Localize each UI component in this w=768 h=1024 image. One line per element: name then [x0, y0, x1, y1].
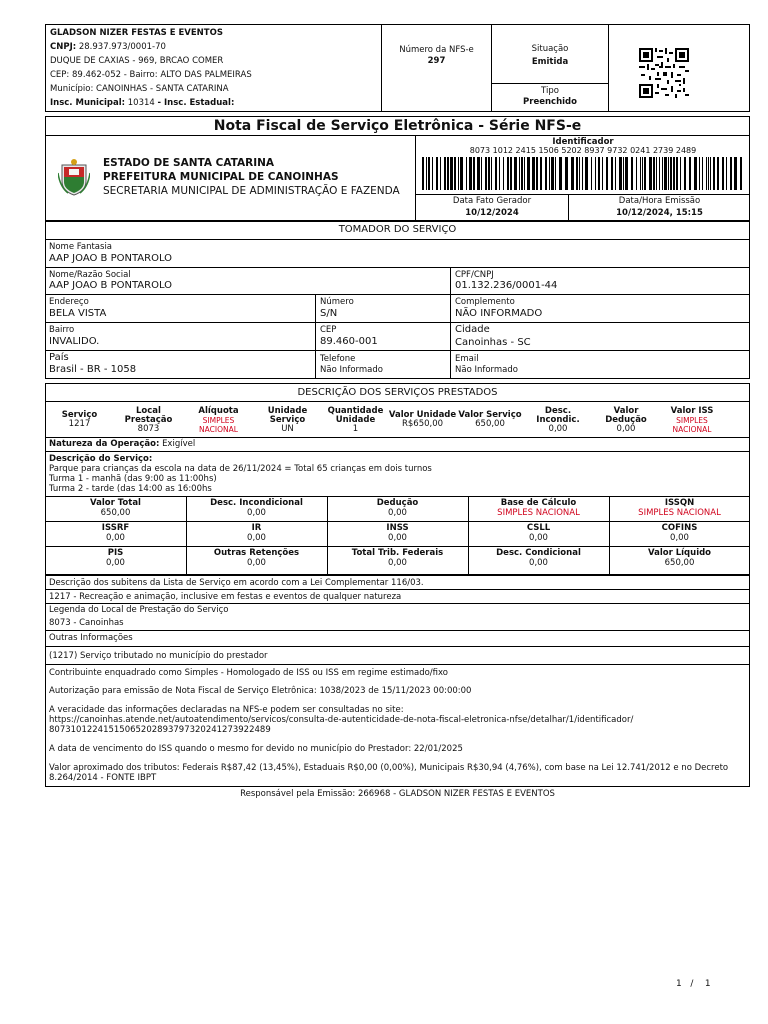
total-value: SIMPLES NACIONAL	[497, 508, 580, 518]
total-cell	[186, 498, 327, 518]
barcode-bar	[702, 157, 703, 190]
barcode-bar	[444, 157, 446, 190]
barcode-bar	[642, 157, 643, 190]
total-label: IR	[251, 523, 262, 533]
total-label: COFINS	[661, 523, 698, 533]
tipo-label: Tipo	[541, 86, 559, 96]
situacao-label: Situação	[531, 44, 569, 54]
servico-col-value: 0,00	[616, 423, 636, 434]
barcode-bar	[440, 157, 441, 190]
barcode-bar	[591, 157, 592, 190]
numero-value: S/N	[320, 308, 338, 319]
barcode-bar	[606, 157, 608, 190]
telefone-value: Não Informado	[320, 365, 383, 375]
total-cell	[327, 548, 468, 568]
autorizacao-info: Autorização para emissão de Nota Fiscal de Serviço Eletrônica: 1038/2023 de 15/11/2023 00:00:00	[49, 686, 472, 696]
barcode-bar	[447, 157, 449, 190]
responsavel-emissao: Responsável pela Emissão: 266968 - GLADSON NIZER FESTAS E EVENTOS	[240, 789, 555, 799]
barcode-bar	[623, 157, 624, 190]
servico-col-value: 650,00	[475, 419, 505, 429]
descricao-label: Descrição do Serviço:	[49, 454, 153, 464]
total-label: Valor Líquido	[647, 548, 712, 558]
telefone-label: Telefone	[320, 354, 356, 364]
total-cell	[45, 548, 186, 568]
total-cell	[186, 548, 327, 568]
data-emissao-label: Data/Hora Emissão	[618, 196, 701, 206]
barcode-bar	[491, 157, 492, 190]
total-label: Desc. Incondicional	[210, 498, 303, 508]
pais-label: País	[49, 352, 69, 363]
tomador-box	[45, 220, 750, 379]
total-value: 0,00	[670, 533, 689, 543]
servico-col-value: R$650,00	[401, 419, 444, 429]
barcode-bar	[488, 157, 490, 190]
endereco-label: Endereço	[49, 297, 89, 307]
barcode-bar	[477, 157, 480, 190]
total-cell	[468, 548, 609, 568]
servico-col	[456, 403, 524, 437]
veracidade-line-1: A veracidade das informações declaradas na NFS-e podem ser consultadas no site:	[49, 705, 404, 715]
barcode-bar	[710, 157, 711, 190]
total-value: 0,00	[388, 508, 407, 518]
company-cep: CEP: 89.462-052 - Bairro: ALTO DAS PALMEIRAS	[50, 70, 252, 80]
barcode-bar	[514, 157, 517, 190]
barcode-bar	[458, 157, 459, 190]
barcode-bar	[680, 157, 681, 190]
company-address: DUQUE DE CAXIAS - 969, BRCAO COMER	[50, 56, 224, 66]
total-label: Base de Cálculo	[500, 498, 577, 508]
total-value: 0,00	[247, 558, 266, 568]
barcode-bar	[536, 157, 538, 190]
legenda-label: Legenda do Local de Prestação do Serviço	[49, 605, 229, 615]
barcode-bar	[559, 157, 562, 190]
servico-col-value: 1	[352, 423, 359, 434]
barcode-bar	[579, 157, 580, 190]
barcode-bar	[734, 157, 737, 190]
servico-col-value: SIMPLES NACIONAL	[672, 415, 712, 434]
cep-value: 89.460-001	[320, 336, 378, 347]
outras-info-label: Outras Informações	[49, 633, 133, 643]
cpf-cnpj-value: 01.132.236/0001-44	[455, 280, 558, 291]
barcode-bar	[540, 157, 542, 190]
numero-label: Número	[320, 297, 354, 307]
barcode-bar	[436, 157, 438, 190]
cep-label: CEP	[320, 325, 337, 335]
tributos-line-1: Valor aproximado dos tributos: Federais R$87,42 (13,45%), Estaduais R$0,00 (0,00%), Municipais R$30,94 (4,76%), com base na Lei 12.741/2012 e no Decreto	[49, 763, 729, 773]
situacao-value: Emitida	[531, 57, 569, 67]
barcode-bar	[460, 157, 463, 190]
tributos-line-2: 8.264/2014 - FONTE IBPT	[49, 773, 157, 783]
total-value: 650,00	[100, 508, 131, 518]
barcode-bar	[595, 157, 596, 190]
total-value: 0,00	[529, 558, 548, 568]
nfse-number-label: Número da NFS-e	[399, 45, 474, 55]
nfse-number: 297	[427, 56, 446, 66]
total-value: SIMPLES NACIONAL	[638, 508, 721, 518]
servico-col	[113, 403, 184, 437]
natureza-operacao: Natureza da Operação: Exigível	[49, 439, 196, 449]
barcode-bar	[656, 157, 657, 190]
barcode-bar	[503, 157, 504, 190]
servico-col-header: Unidade Serviço	[267, 405, 308, 425]
barcode-bar	[549, 157, 550, 190]
servico-col-header: Serviço	[61, 410, 98, 420]
barcode-bar	[673, 157, 675, 190]
barcode-bar	[664, 157, 667, 190]
servico-col	[592, 403, 660, 437]
total-label: Dedução	[376, 498, 419, 508]
total-value: 0,00	[388, 533, 407, 543]
total-cell	[468, 523, 609, 543]
total-value: 0,00	[529, 533, 548, 543]
company-municipio: Município: CANOINHAS - SANTA CATARINA	[50, 84, 229, 94]
total-cell	[609, 548, 750, 568]
barcode-bar	[676, 157, 678, 190]
descricao-line-3: Turma 2 - tarde (das 14:00 as 16:00hs	[49, 484, 212, 494]
barcode-bar	[653, 157, 655, 190]
total-label: CSLL	[526, 523, 551, 533]
barcode-bar	[659, 157, 660, 190]
barcode-bar	[555, 157, 556, 190]
veracidade-line-3: 80731012241515065202893797320241273922489	[49, 725, 271, 735]
company-cnpj: CNPJ: 28.937.973/0001-70	[50, 42, 166, 52]
total-value: 650,00	[664, 558, 695, 568]
barcode-bar	[611, 157, 613, 190]
qr-code-icon	[639, 48, 689, 98]
barcode-bar	[684, 157, 686, 190]
servico-col-header: Local Prestação	[124, 405, 173, 425]
barcode-bar	[469, 157, 472, 190]
barcode-bar	[717, 157, 719, 190]
data-fato-label: Data Fato Gerador	[452, 196, 532, 206]
servico-col-value: 8073	[137, 423, 160, 434]
barcode-bar	[662, 157, 663, 190]
total-value: 0,00	[247, 533, 266, 543]
servico-col-header: Quantidade Unidade	[327, 405, 384, 425]
barcode-bar	[706, 157, 707, 190]
servico-col	[524, 403, 592, 437]
servico-col-value: 1217	[68, 419, 91, 429]
razao-social-label: Nome/Razão Social	[49, 270, 131, 280]
barcode-bar	[615, 157, 616, 190]
servico-col	[46, 403, 113, 437]
barcode-bar	[432, 157, 433, 190]
barcode-bar	[495, 157, 497, 190]
email-value: Não Informado	[455, 365, 518, 375]
barcode-bar	[507, 157, 509, 190]
total-cell	[609, 523, 750, 543]
bairro-value: INVALIDO.	[49, 336, 100, 347]
barcode-bar	[527, 157, 530, 190]
servico-col	[389, 403, 456, 437]
barcode-bar	[450, 157, 453, 190]
barcode-bar	[636, 157, 637, 190]
barcode-bar	[670, 157, 672, 190]
tributado-info: (1217) Serviço tributado no município do prestador	[49, 651, 268, 661]
total-label: Desc. Condicional	[496, 548, 581, 558]
cidade-value: Canoinhas - SC	[455, 337, 531, 348]
total-cell	[609, 498, 750, 518]
servico-col-header: Valor Serviço	[458, 410, 522, 420]
servico-col-header: Desc. Incondic.	[536, 405, 580, 425]
totais-table	[45, 496, 750, 575]
total-label: Valor Total	[90, 498, 141, 508]
nome-fantasia-value: AAP JOAO B PONTAROLO	[49, 253, 173, 264]
company-inscricoes: Insc. Municipal: 10314 - Insc. Estadual:	[50, 98, 235, 108]
total-cell	[45, 498, 186, 518]
barcode-bar	[668, 157, 669, 190]
cidade-label: Cidade	[455, 324, 490, 335]
barcode-bar	[730, 157, 732, 190]
barcode-bar	[510, 157, 512, 190]
total-value: 0,00	[388, 558, 407, 568]
barcode-bar	[649, 157, 652, 190]
cpf-cnpj-label: CPF/CNPJ	[455, 270, 494, 280]
servico-col-value: SIMPLES NACIONAL	[199, 415, 238, 434]
barcode-bar	[576, 157, 578, 190]
barcode-bar	[699, 157, 700, 190]
subitem-value: 1217 - Recreação e animação, inclusive em festas e eventos de qualquer natureza	[49, 592, 402, 602]
issuer-estado: ESTADO DE SANTA CATARINA	[103, 157, 275, 169]
razao-social-value: AAP JOAO B PONTAROLO	[49, 280, 173, 291]
barcode-bar	[689, 157, 691, 190]
pais-value: Brasil - BR - 1058	[49, 364, 137, 375]
complemento-label: Complemento	[455, 297, 515, 307]
servico-col-header: Valor ISS	[670, 405, 714, 416]
email-label: Email	[455, 354, 479, 364]
barcode-bar	[551, 157, 554, 190]
total-value: 0,00	[106, 533, 125, 543]
total-label: PIS	[107, 548, 124, 558]
barcode-bar	[619, 157, 622, 190]
barcode-bar	[565, 157, 568, 190]
veracidade-link[interactable]: https://canoinhas.atende.net/autoatendimento/servicos/consulta-de-autenticidade-de-nota-fiscal-eletronica-nfse/detalhar/1/identificador/	[49, 715, 634, 725]
total-cell	[186, 523, 327, 543]
barcode-bar	[585, 157, 588, 190]
barcode-bar	[708, 157, 709, 190]
total-cell	[468, 498, 609, 518]
total-label: ISSQN	[664, 498, 695, 508]
barcode-bar	[426, 157, 427, 190]
descricao-line-2: Turma 1 - manhã (das 9:00 as 11:00hs)	[49, 474, 217, 484]
enquadrado-info: Contribuinte enquadrado como Simples - Homologado de ISS ou ISS em regime estimado/fixo	[49, 668, 448, 678]
data-emissao-value: 10/12/2024, 15:15	[616, 208, 703, 218]
barcode-bar	[644, 157, 646, 190]
barcode-bar	[473, 157, 475, 190]
barcode-bar	[640, 157, 641, 190]
total-value: 0,00	[106, 558, 125, 568]
endereco-value: BELA VISTA	[49, 308, 107, 319]
barcode-bar	[499, 157, 500, 190]
tomador-title: TOMADOR DO SERVIÇO	[338, 224, 457, 235]
barcode-bar	[740, 157, 742, 190]
total-cell	[45, 523, 186, 543]
servicos-title: DESCRIÇÃO DOS SERVIÇOS PRESTADOS	[297, 387, 498, 398]
servico-col	[660, 403, 724, 437]
data-fato-value: 10/12/2024	[465, 208, 519, 218]
complemento-value: NÃO INFORMADO	[455, 308, 543, 319]
bairro-label: Bairro	[49, 325, 75, 335]
barcode-bar	[625, 157, 628, 190]
issuer-prefeitura: PREFEITURA MUNICIPAL DE CANOINHAS	[103, 171, 339, 183]
servico-col-header: Valor Unidade	[388, 410, 457, 420]
page-indicator: 1 / 1	[676, 979, 711, 989]
servico-col-value: 0,00	[548, 423, 568, 434]
barcode-bar	[481, 157, 482, 190]
legenda-value: 8073 - Canoinhas	[49, 618, 124, 628]
barcode-bar	[713, 157, 715, 190]
coat-of-arms-icon	[58, 159, 90, 197]
barcode-bar	[571, 157, 574, 190]
total-label: INSS	[386, 523, 409, 533]
total-label: ISSRF	[101, 523, 130, 533]
servico-col	[322, 403, 389, 437]
barcode-bar	[428, 157, 430, 190]
total-value: 0,00	[247, 508, 266, 518]
barcode-bar	[598, 157, 600, 190]
total-cell	[327, 523, 468, 543]
barcode-icon	[422, 157, 744, 190]
document-title: Nota Fiscal de Serviço Eletrônica - Série NFS-e	[213, 118, 582, 134]
servico-col-header: Alíquota	[198, 405, 239, 416]
servicos-table	[46, 403, 750, 437]
vencimento-info: A data de vencimento do ISS quando o mesmo for devido no município do Prestador: 22/01/2025	[49, 744, 463, 754]
barcode-bar	[521, 157, 523, 190]
issuer-secretaria: SECRETARIA MUNICIPAL DE ADMINISTRAÇÃO E FAZENDA	[103, 185, 400, 197]
barcode-bar	[602, 157, 603, 190]
servico-col-value: UN	[281, 423, 294, 434]
barcode-bar	[454, 157, 456, 190]
subitens-label: Descrição dos subitens da Lista de Serviço em acordo com a Lei Complementar 116/03.	[49, 578, 424, 588]
barcode-bar	[545, 157, 547, 190]
barcode-bar	[582, 157, 583, 190]
tipo-value: Preenchido	[523, 97, 577, 107]
barcode-bar	[422, 157, 424, 190]
company-name: GLADSON NIZER FESTAS E EVENTOS	[50, 28, 223, 38]
total-cell	[327, 498, 468, 518]
nome-fantasia-label: Nome Fantasia	[49, 242, 113, 252]
barcode-bar	[631, 157, 633, 190]
servico-col	[184, 403, 253, 437]
barcode-bar	[694, 157, 697, 190]
barcode-bar	[466, 157, 467, 190]
descricao-line-1: Parque para crianças da escola na data de 26/11/2024 = Total 65 crianças em dois turnos	[49, 464, 432, 474]
barcode-bar	[726, 157, 727, 190]
barcode-bar	[485, 157, 487, 190]
barcode-bar	[532, 157, 535, 190]
total-label: Total Trib. Federais	[351, 548, 444, 558]
identificador-value: 8073 1012 2415 1506 5202 8937 9732 0241 2739 2489	[469, 146, 697, 155]
servico-col-header: Valor Dedução	[605, 405, 647, 425]
barcode-bar	[519, 157, 520, 190]
servico-col	[253, 403, 322, 437]
barcode-bar	[722, 157, 724, 190]
total-label: Outras Retenções	[213, 548, 300, 558]
identificador-label: Identificador	[552, 137, 614, 147]
barcode-bar	[524, 157, 525, 190]
